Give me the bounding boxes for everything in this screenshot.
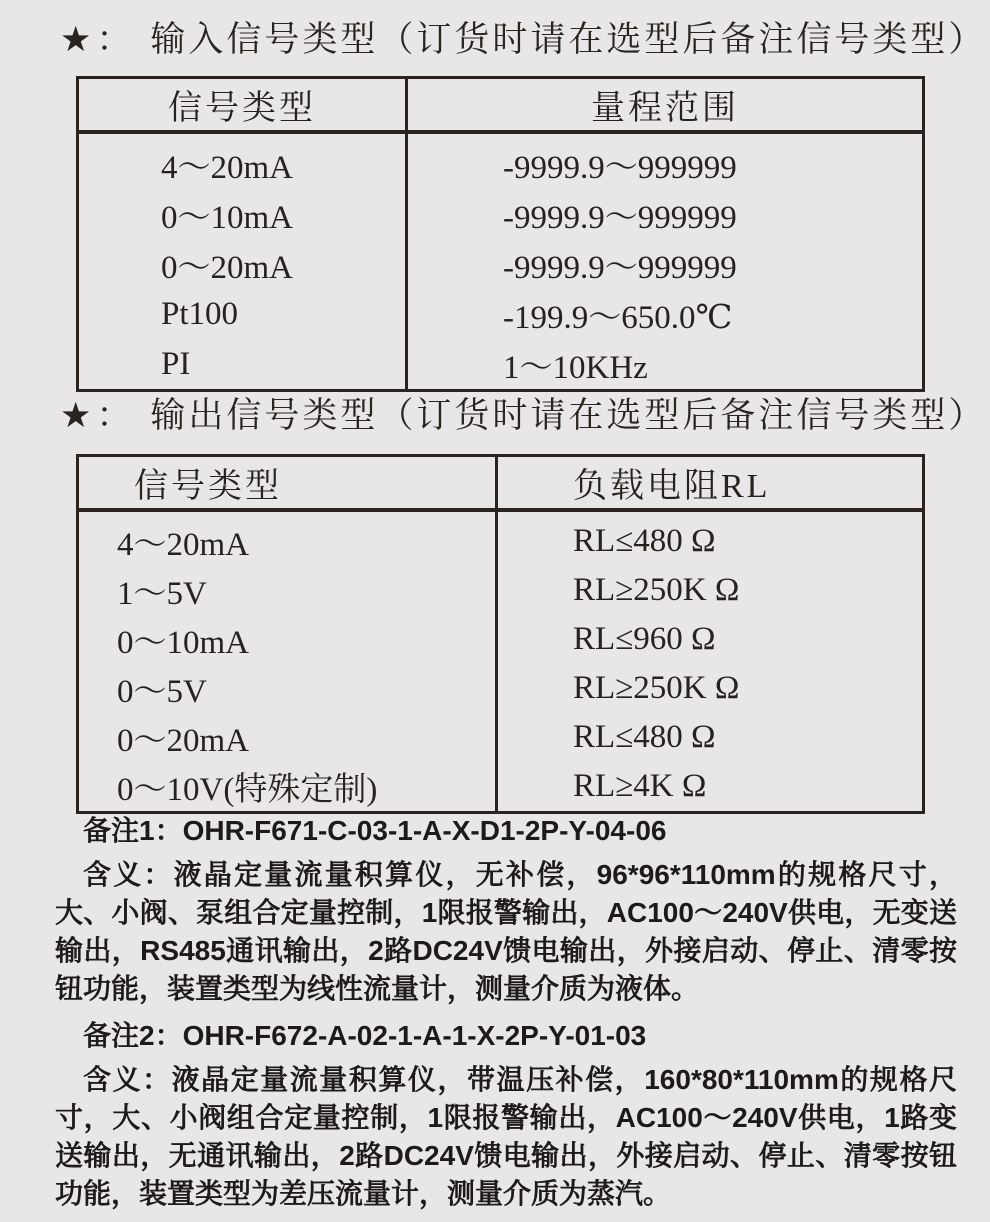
output-signal-table xyxy=(76,454,925,814)
output-section-title-text: 输出信号类型（订货时请在选型后备注信号类型） xyxy=(150,396,987,435)
remark-2-model-code: 备注2：OHR-F672-A-02-1-A-1-X-2P-Y-01-03 xyxy=(83,1020,647,1051)
table-row xyxy=(78,664,924,713)
column-header-range: 量程范围 xyxy=(407,78,924,133)
table-row xyxy=(78,339,924,391)
input-section-title xyxy=(60,12,986,62)
signal-type-cell: 0～20mA xyxy=(117,723,249,759)
range-cell: -9999.9～999999 xyxy=(407,132,924,189)
input-section-title-text: 输入信号类型（订货时请在选型后备注信号类型） xyxy=(150,20,987,59)
table-row xyxy=(78,510,924,566)
signal-type-cell: 0～5V xyxy=(117,674,207,710)
signal-type-cell: 4～20mA xyxy=(117,527,249,563)
range-cell: -9999.9～999999 xyxy=(407,239,924,289)
table-header-row xyxy=(78,78,924,133)
remark-2-meaning: 含义：液晶定量流量积算仪，带温压补偿，160*80*110mm的规格尺寸，大、小阀组合定量控制，1限报警输出，AC100～240V供电，1路变送输出，无通讯输出，2路DC24V馈电输出，外接启动、停止、清零按钮功能，装置类型为差压流量计，测量介质为蒸汽。 xyxy=(55,1064,957,1209)
signal-type-cell: Pt100 xyxy=(161,295,239,332)
star-icon: ★： xyxy=(60,20,137,59)
output-section-title xyxy=(60,388,986,438)
range-cell: -199.9～650.0℃ xyxy=(407,289,924,339)
input-signal-table xyxy=(76,76,925,392)
load-resistance-cell: RL≤480 Ω xyxy=(497,510,924,566)
table-row xyxy=(78,713,924,762)
signal-type-cell: 1～5V xyxy=(117,576,207,612)
signal-type-cell: 0～20mA xyxy=(161,249,293,286)
table-row xyxy=(78,762,924,813)
remark-1-model-code: 备注1：OHR-F671-C-03-1-A-X-D1-2P-Y-04-06 xyxy=(83,815,667,846)
signal-type-cell: 0～10V(特殊定制) xyxy=(117,772,378,808)
table-row xyxy=(78,189,924,239)
table-row xyxy=(78,132,924,189)
column-header-load-resistance: 负载电阻RL xyxy=(497,456,924,511)
table-row xyxy=(78,289,924,339)
range-cell: 1～10KHz xyxy=(407,339,924,391)
column-header-signal-type: 信号类型 xyxy=(78,78,407,133)
table-row xyxy=(78,615,924,664)
signal-type-cell: 0～10mA xyxy=(117,625,249,661)
star-icon: ★： xyxy=(60,396,137,435)
table-row xyxy=(78,239,924,289)
remark-1-meaning: 含义：液晶定量流量积算仪，无补偿，96*96*110mm的规格尺寸，大、小阀、泵组合定量控制，1限报警输出，AC100～240V供电，无变送输出，RS485通讯输出，2路DC24V馈电输出，外接启动、停止、清零按钮功能，装置类型为线性流量计，测量介质为液体。 xyxy=(55,859,957,1004)
signal-type-cell: PI xyxy=(161,345,191,382)
load-resistance-cell: RL≥250K Ω xyxy=(497,664,924,713)
signal-type-cell: 0～10mA xyxy=(161,199,293,236)
load-resistance-cell: RL≤960 Ω xyxy=(497,615,924,664)
remarks-section xyxy=(55,812,957,1222)
load-resistance-cell: RL≤480 Ω xyxy=(497,713,924,762)
load-resistance-cell: RL≥4K Ω xyxy=(497,762,924,813)
signal-type-cell: 4～20mA xyxy=(161,149,293,186)
load-resistance-cell: RL≥250K Ω xyxy=(497,566,924,615)
table-row xyxy=(78,566,924,615)
range-cell: -9999.9～999999 xyxy=(407,189,924,239)
column-header-signal-type: 信号类型 xyxy=(78,456,497,511)
table-header-row xyxy=(78,456,924,511)
